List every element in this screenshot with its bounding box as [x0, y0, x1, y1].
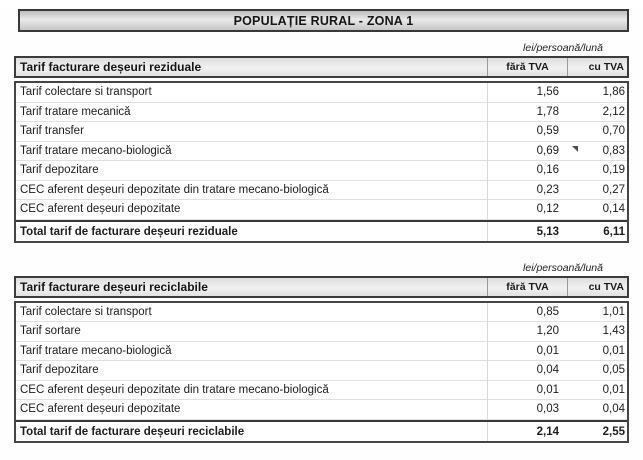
units-label-residual: lei/persoană/lună	[523, 42, 603, 54]
value-cu-tva: 0,27	[568, 181, 627, 201]
column-header-cu-tva: cu TVA	[588, 61, 624, 73]
value-fara-tva: 0,59	[488, 122, 568, 142]
table-row	[16, 381, 627, 401]
cell-value: 0,69	[536, 144, 559, 157]
residual-tariff-table	[14, 81, 629, 243]
document-title-bar	[18, 9, 629, 32]
value-cu-tva: 0,01	[568, 342, 627, 362]
value-fara-tva: 0,16	[488, 161, 568, 181]
page-title: POPULAȚIE RURAL - ZONA 1	[233, 13, 414, 28]
document-page	[0, 9, 643, 460]
row-label: Tarif depozitare	[16, 161, 488, 181]
row-label: CEC aferent deșeuri depozitate	[16, 200, 488, 220]
table-row	[16, 303, 627, 323]
comment-flag-icon	[572, 146, 578, 152]
row-label: Tarif sortare	[16, 322, 488, 342]
table-row	[16, 161, 627, 181]
column-header-fara-tva: fără TVA	[488, 278, 568, 296]
table-row	[16, 361, 627, 381]
table-row	[16, 342, 627, 362]
value-fara-tva: 0,04	[488, 361, 568, 381]
value-cu-tva: 0,14	[568, 200, 627, 220]
row-label: Tarif colectare si transport	[16, 83, 488, 103]
value-fara-tva: 0,12	[488, 200, 568, 220]
value-fara-tva: 1,20	[488, 322, 568, 342]
total-cu-tva: 2,55	[602, 425, 625, 438]
table-row	[16, 103, 627, 123]
units-row-residual	[0, 41, 643, 56]
row-label: CEC aferent deșeuri depozitate din tratare mecano-biologică	[16, 181, 488, 201]
value-cu-tva: 1,43	[568, 322, 627, 342]
value-fara-tva: 0,01	[488, 342, 568, 362]
total-label: Total tarif de facturare deșeuri reziduale	[16, 222, 488, 241]
value-cu-tva: 1,01	[568, 303, 627, 323]
units-label-recyclable: lei/persoană/lună	[523, 261, 603, 274]
value-fara-tva	[488, 142, 568, 162]
row-label: CEC aferent deșeuri depozitate din tratare mecano-biologică	[16, 381, 488, 401]
row-label: Tarif colectare si transport	[16, 303, 488, 323]
value-fara-tva: 0,03	[488, 400, 568, 420]
row-label: Tarif transfer	[16, 122, 488, 142]
value-cu-tva: 0,19	[568, 161, 627, 181]
units-row-recyclable	[0, 261, 643, 276]
section-header-residual	[14, 56, 629, 78]
table-row	[16, 200, 627, 220]
row-label: CEC aferent deșeuri depozitate	[16, 400, 488, 420]
value-fara-tva: 0,23	[488, 181, 568, 201]
total-cu-tva: 6,11	[603, 225, 625, 238]
row-label: Tarif tratare mecano-biologică	[16, 142, 488, 162]
total-row-residual	[16, 220, 627, 241]
value-cu-tva: 2,12	[568, 103, 627, 123]
total-label: Total tarif de facturare deșeuri reciclabile	[16, 422, 488, 441]
column-header-fara-tva: fără TVA	[488, 58, 568, 76]
column-header-cu-tva: cu TVA	[588, 280, 624, 293]
value-cu-tva: 1,86	[568, 83, 627, 103]
row-label: Tarif tratare mecano-biologică	[16, 342, 488, 362]
row-label: Tarif depozitare	[16, 361, 488, 381]
table-row	[16, 181, 627, 201]
table-row	[16, 83, 627, 103]
total-fara-tva: 5,13	[536, 225, 559, 238]
value-cu-tva: 0,01	[568, 381, 627, 401]
table-row	[16, 122, 627, 142]
table-row	[16, 142, 627, 162]
value-cu-tva: 0,05	[568, 361, 627, 381]
value-fara-tva: 0,85	[488, 303, 568, 323]
table-row	[16, 322, 627, 342]
table-row	[16, 400, 627, 420]
value-cu-tva: 0,04	[568, 400, 627, 420]
value-fara-tva: 1,78	[488, 103, 568, 123]
value-fara-tva: 0,01	[488, 381, 568, 401]
total-row-recyclable	[16, 420, 627, 441]
value-cu-tva: 0,70	[568, 122, 627, 142]
section-header-recyclable	[14, 276, 629, 298]
row-label: Tarif tratare mecanică	[16, 103, 488, 123]
recyclable-tariff-table	[14, 301, 629, 443]
value-cu-tva: 0,83	[568, 142, 627, 162]
section-title-recyclable: Tarif facturare deșeuri reciclabile	[16, 278, 488, 296]
section-title-residual: Tarif facturare deșeuri reziduale	[16, 58, 488, 76]
total-fara-tva: 2,14	[536, 425, 559, 438]
value-fara-tva: 1,56	[488, 83, 568, 103]
